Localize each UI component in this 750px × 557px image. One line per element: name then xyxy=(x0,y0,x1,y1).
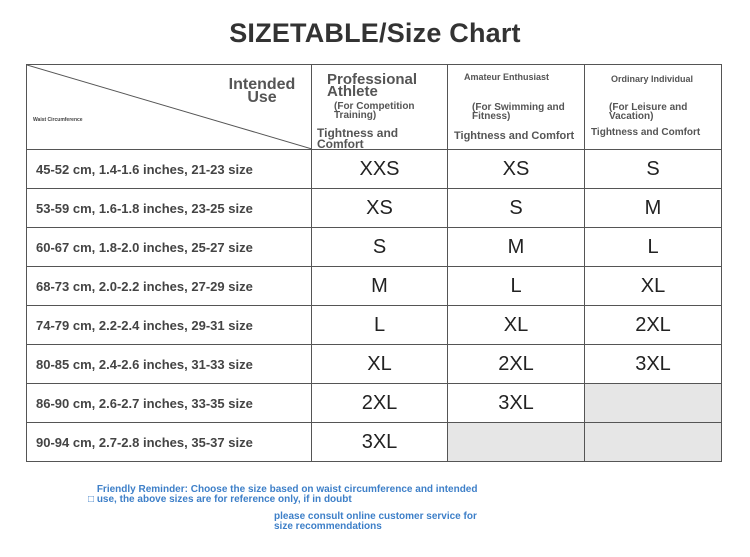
size-cell: M xyxy=(585,189,722,228)
size-cell: S xyxy=(585,150,722,189)
column-name: Amateur Enthusiast xyxy=(464,72,550,82)
column-name: Professional Athlete xyxy=(327,71,418,100)
size-cell: 2XL xyxy=(585,306,722,345)
intended-use-label: Intended Use xyxy=(228,76,296,106)
table-row xyxy=(27,150,722,189)
page-title: SIZETABLE/Size Chart xyxy=(229,18,521,48)
column-name: Ordinary Individual xyxy=(611,74,694,84)
size-cell: 2XL xyxy=(312,384,448,423)
column-tightness: Tightness and Comfort xyxy=(454,130,575,142)
column-purpose: (For Leisure and Vacation) xyxy=(609,102,688,122)
corner-header-cell xyxy=(27,65,312,150)
size-cell: S xyxy=(448,189,585,228)
size-cell: 3XL xyxy=(448,384,585,423)
empty-size-cell xyxy=(585,384,722,423)
waist-range-cell: 53-59 cm, 1.6-1.8 inches, 23-25 size xyxy=(27,189,312,228)
size-cell: XL xyxy=(312,345,448,384)
table-row xyxy=(27,345,722,384)
column-tightness: Tightness and Comfort xyxy=(317,126,399,151)
size-cell: L xyxy=(312,306,448,345)
header-row xyxy=(27,65,722,150)
waist-range-cell: 90-94 cm, 2.7-2.8 inches, 35-37 size xyxy=(27,423,312,462)
size-cell: L xyxy=(448,267,585,306)
empty-size-cell xyxy=(585,423,722,462)
column-header-amateur-enthusiast xyxy=(448,65,585,150)
waist-circumference-label: Waist Circumference xyxy=(33,117,83,123)
table-row xyxy=(27,228,722,267)
size-cell: 2XL xyxy=(448,345,585,384)
size-cell: XL xyxy=(448,306,585,345)
size-cell: M xyxy=(448,228,585,267)
info-icon: □ xyxy=(88,494,97,505)
table-row xyxy=(27,306,722,345)
size-cell: XS xyxy=(312,189,448,228)
column-header-professional-athlete xyxy=(312,65,448,150)
table-row xyxy=(27,384,722,423)
friendly-reminder-note: □ Friendly Reminder: Choose the size based on waist circumference and intended use, the above sizes are for reference only, if in doubt xyxy=(88,484,478,505)
size-cell: XS xyxy=(448,150,585,189)
waist-range-cell: 80-85 cm, 2.4-2.6 inches, 31-33 size xyxy=(27,345,312,384)
size-cell: L xyxy=(585,228,722,267)
customer-service-note: please consult online customer service for size recommendations xyxy=(274,511,477,532)
table-row xyxy=(27,267,722,306)
column-tightness: Tightness and Comfort xyxy=(591,127,701,138)
column-header-ordinary-individual xyxy=(585,65,722,150)
size-cell: 3XL xyxy=(312,423,448,462)
waist-range-cell: 45-52 cm, 1.4-1.6 inches, 21-23 size xyxy=(27,150,312,189)
column-purpose: (For Swimming and Fitness) xyxy=(472,102,565,122)
size-cell: M xyxy=(312,267,448,306)
size-cell: S xyxy=(312,228,448,267)
size-cell: XXS xyxy=(312,150,448,189)
empty-size-cell xyxy=(448,423,585,462)
size-cell: XL xyxy=(585,267,722,306)
waist-range-cell: 86-90 cm, 2.6-2.7 inches, 33-35 size xyxy=(27,384,312,423)
waist-range-cell: 60-67 cm, 1.8-2.0 inches, 25-27 size xyxy=(27,228,312,267)
table-row xyxy=(27,189,722,228)
size-cell: 3XL xyxy=(585,345,722,384)
table-row xyxy=(27,423,722,462)
size-chart-table xyxy=(26,64,722,462)
waist-range-cell: 74-79 cm, 2.2-2.4 inches, 29-31 size xyxy=(27,306,312,345)
column-purpose: (For Competition Training) xyxy=(334,101,415,121)
waist-range-cell: 68-73 cm, 2.0-2.2 inches, 27-29 size xyxy=(27,267,312,306)
